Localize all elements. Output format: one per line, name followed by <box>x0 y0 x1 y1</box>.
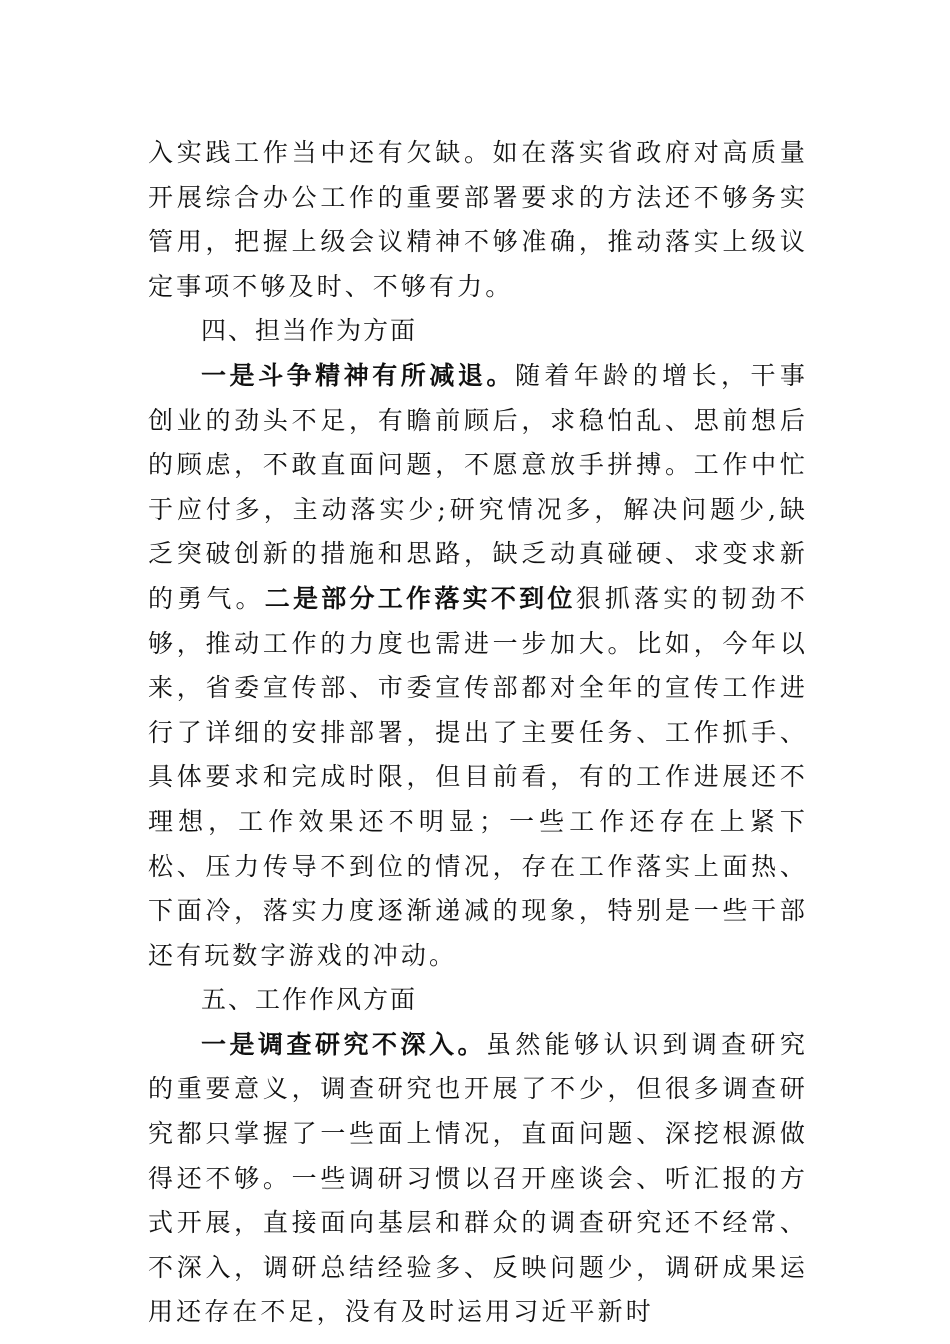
paragraph-text: 随着年龄的增长，干事创业的劲头不足，有瞻前顾后，求稳怕乱、思前想后的顾虑，不敢直面问题，不愿意放手拼搏。工作中忙于应付多，主动落实少;研究情况多，解决问题少,缺乏突破创新的措施和思路，缺乏动真碰硬、求变求新的勇气。 <box>148 360 808 613</box>
paragraph-section-five <box>148 1023 808 1335</box>
section-heading-four: 四、担当作为方面 <box>201 316 418 346</box>
bold-lead-implementation: 二是部分工作落实不到位 <box>264 583 576 613</box>
paragraph-text: 狠抓落实的韧劲不够，推动工作的力度也需进一步加大。比如，今年以来，省委宣传部、市委宣传部都对全年的宣传工作进行了详细的安排部署，提出了主要任务、工作抓手、具体要求和完成时限，但目前看，有的工作进展还不理想，工作效果还不明显；一些工作还存在上紧下松、压力传导不到位的情况，存在工作落实上面热、下面冷，落实力度逐渐递减的现象，特别是一些干部还有玩数字游戏的冲动。 <box>148 583 808 970</box>
paragraph-section-four <box>148 354 808 978</box>
section-heading-five: 五、工作作风方面 <box>201 985 418 1015</box>
paragraph-text: 虽然能够认识到调查研究的重要意义，调查研究也开展了不少，但很多调查研究都只掌握了一些面上情况，直面问题、深挖根源做得还不够。一些调研习惯以召开座谈会、听汇报的方式开展，直接面向基层和群众的调查研究还不经常、不深入，调研总结经验多、反映问题少，调研成果运用还存在不足，没有及时运用习近平新时 <box>148 1029 808 1327</box>
bold-lead-investigation: 一是调查研究不深入。 <box>201 1029 486 1059</box>
bold-lead-struggle-spirit: 一是斗争精神有所减退。 <box>201 360 515 390</box>
document-page <box>148 131 808 1335</box>
paragraph-continued: 入实践工作当中还有欠缺。如在落实省政府对高质量开展综合办公工作的重要部署要求的方法还不够务实管用，把握上级会议精神不够准确，推动落实上级议定事项不够及时、不够有力。 <box>148 138 808 301</box>
